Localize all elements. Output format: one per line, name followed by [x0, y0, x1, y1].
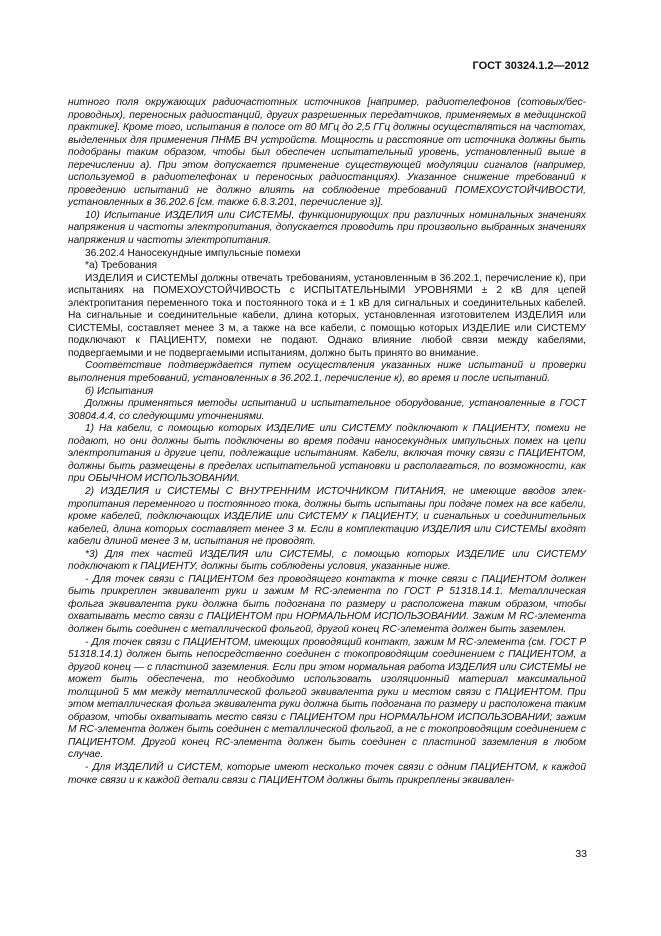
section-heading: 36.202.4 Наносекундные импульсные помехи [85, 247, 301, 259]
paragraph: 1) На кабели, с помощью которых ИЗДЕЛИЕ или СИСТЕМУ подключают к ПАЦИЕНТУ, помехи не подают, но они должны быть подключены во время подачи наносекундных импульсных помех на цепи электропитания и другие цепи, подлежащие испытаниям. Кабели, включая точку связи с ПАЦИЕНТОМ, должны быть размещены в пределах испытательной установки и располагаться, по возможности, как при ОБЫЧНОМ ИСПОЛЬЗОВАНИИ. [68, 423, 586, 485]
paragraph: ИЗДЕЛИЯ и СИСТЕМЫ должны отвечать требованиям, установленным в 36.202.1, перечисление к), при испытаниях на ПОМЕХОУСТОЙЧИВОСТЬ с ИСПЫТАТЕЛЬНЫМИ УРОВНЯМИ ± 2 кВ для цепей электропитания переменного тока и постоянного тока и ± 1 кВ для сигнальных и соединительных кабелей. На сигнальные и соединительные кабели, длина которых, установленная изготовителем ИЗДЕЛИЯ или СИСТЕМЫ, составляет менее 3 м, а также на все кабели, с помощью которых ИЗДЕЛИЕ или СИСТЕМУ подключают к ПАЦИЕНТУ, помехи не подают. Однако влияние любой связи между кабелями, подвергаемыми и не подвергаемыми испытаниям, должно быть принято во внимание. [68, 272, 586, 359]
paragraph: *3) Для тех частей ИЗДЕЛИЯ или СИСТЕМЫ, с помощью которых ИЗДЕЛИЕ или СИСТЕМУ подключают к ПАЦИЕНТУ, должны быть соблюдены условия, указанные ниже. [68, 548, 586, 573]
subsection-heading: б) Испытания [85, 385, 154, 397]
paragraph: 2) ИЗДЕЛИЯ и СИСТЕМЫ С ВНУТРЕННИМ ИСТОЧНИКОМ ПИТАНИЯ, не имеющие вводов электропитания переменного и постоянного тока, должны быть испытаны при подаче помех на все кабели, кроме кабелей, подключающих ИЗДЕЛИЕ или СИСТЕМУ к ПАЦИЕНТУ, и сигнальных и соединительных кабелей, длина которых составляет менее 3 м. Если в комплектацию ИЗДЕЛИЯ или СИСТЕМЫ входят кабели длиной менее 3 м, испытания не проводят. [68, 485, 586, 548]
paragraph: 10) Испытание ИЗДЕЛИЯ или СИСТЕМЫ, функционирующих при различных номинальных значениях напряжения и частоты электропитания, допускается проводить при произвольно выбранных значениях напряжения и частоты электропитания. [68, 209, 586, 247]
paragraph: - Для точек связи с ПАЦИЕНТОМ, имеющих проводящий контакт, зажим М RC-элемента (см. ГОСТ Р 51318.14.1) должен быть непосредственно соединен с токопроводящим соединением с ПАЦИЕНТОМ, а другой конец — с пластиной заземления. Если при этом нормальная работа ИЗДЕЛИЯ или СИСТЕМЫ не может быть обеспечена, то необходимо использовать изоляционный материал максимальной толщиной 5 мм между металлической фольгой эквивалента руки и местом связи с ПАЦИЕНТОМ. При этом металлическая фольга эквивалента руки должна быть подогнана по размеру и расположена таким образом, чтобы охватывать место связи с ПАЦИЕНТОМ при НОРМАЛЬНОМ ИСПОЛЬЗОВАНИИ; зажим М RC-элемента должен быть соединен с металлической фольгой, а не с токопроводящим соединением с ПАЦИЕНТОМ. Другой конец RC-элемента должен быть соединен с пластиной заземления в любом случае. [68, 636, 586, 761]
paragraph: нитного поля окружающих радиочастотных источников [например, радиотелефонов (сотовых/беспроводных), переносных радиостанций, других разрешенных передатчиков, применяемых в медицинской практике]. Кроме того, испытания в полосе от 80 МГц до 2,5 ГГц должны осуществляться на частотах, выделенных для применения ПНМБ ВЧ устройств. Мощность и расстояние от источника должны быть подобраны таким образом, чтобы был обеспечен испытательный уровень, установленный выше в перечислении а). При этом допускается применение существующей модуляции сигналов (например, используемой в радиотелефонах и переносных радиостанциях). Указанное снижение требований к проведению испытаний не должно влиять на соблюдение требований ПОМЕХОУСТОЙЧИВОСТИ, установленных в 36.202.6 [см. также 6.8.3.201, перечисление з)]. [68, 97, 586, 209]
paragraph: Должны применяться методы испытаний и испытательное оборудование, установленные в ГОСТ 30804.4.4, со следующими уточнениями. [68, 398, 586, 422]
paragraph: - Для точек связи с ПАЦИЕНТОМ без проводящего контакта к точке связи с ПАЦИЕНТОМ должен быть прикреплен эквивалент руки и зажим М RC-элемента по ГОСТ Р 51318.14.1. Металлическая фольга эквивалента руки должна быть подогнана по размеру и расположена таким образом, чтобы охватывать место связи с ПАЦИЕНТОМ при НОРМАЛЬНОМ ИСПОЛЬЗОВАНИИ. Зажим М RC-элемента должен быть соединен с металлической фольгой, другой конец RC-элемента должен быть заземлен. [68, 573, 586, 635]
paragraph: - Для ИЗДЕЛИЙ и СИСТЕМ, которые имеют несколько точек связи с одним ПАЦИЕНТОМ, к каждой точке связи и к каждой детали связи с ПАЦИЕНТОМ должны быть прикреплены эквивален- [68, 761, 586, 786]
paragraph: Соответствие подтверждается путем осуществления указанных ниже испытаний и проверки выполнения требований, установленных в 36.202.1, перечисление к), во время и после испытаний. [68, 360, 586, 385]
document-body [68, 97, 586, 787]
subsection-heading: *а) Требования [85, 260, 158, 272]
standard-header: ГОСТ 30324.1.2—2012 [472, 60, 589, 72]
page-number: 33 [575, 848, 587, 860]
